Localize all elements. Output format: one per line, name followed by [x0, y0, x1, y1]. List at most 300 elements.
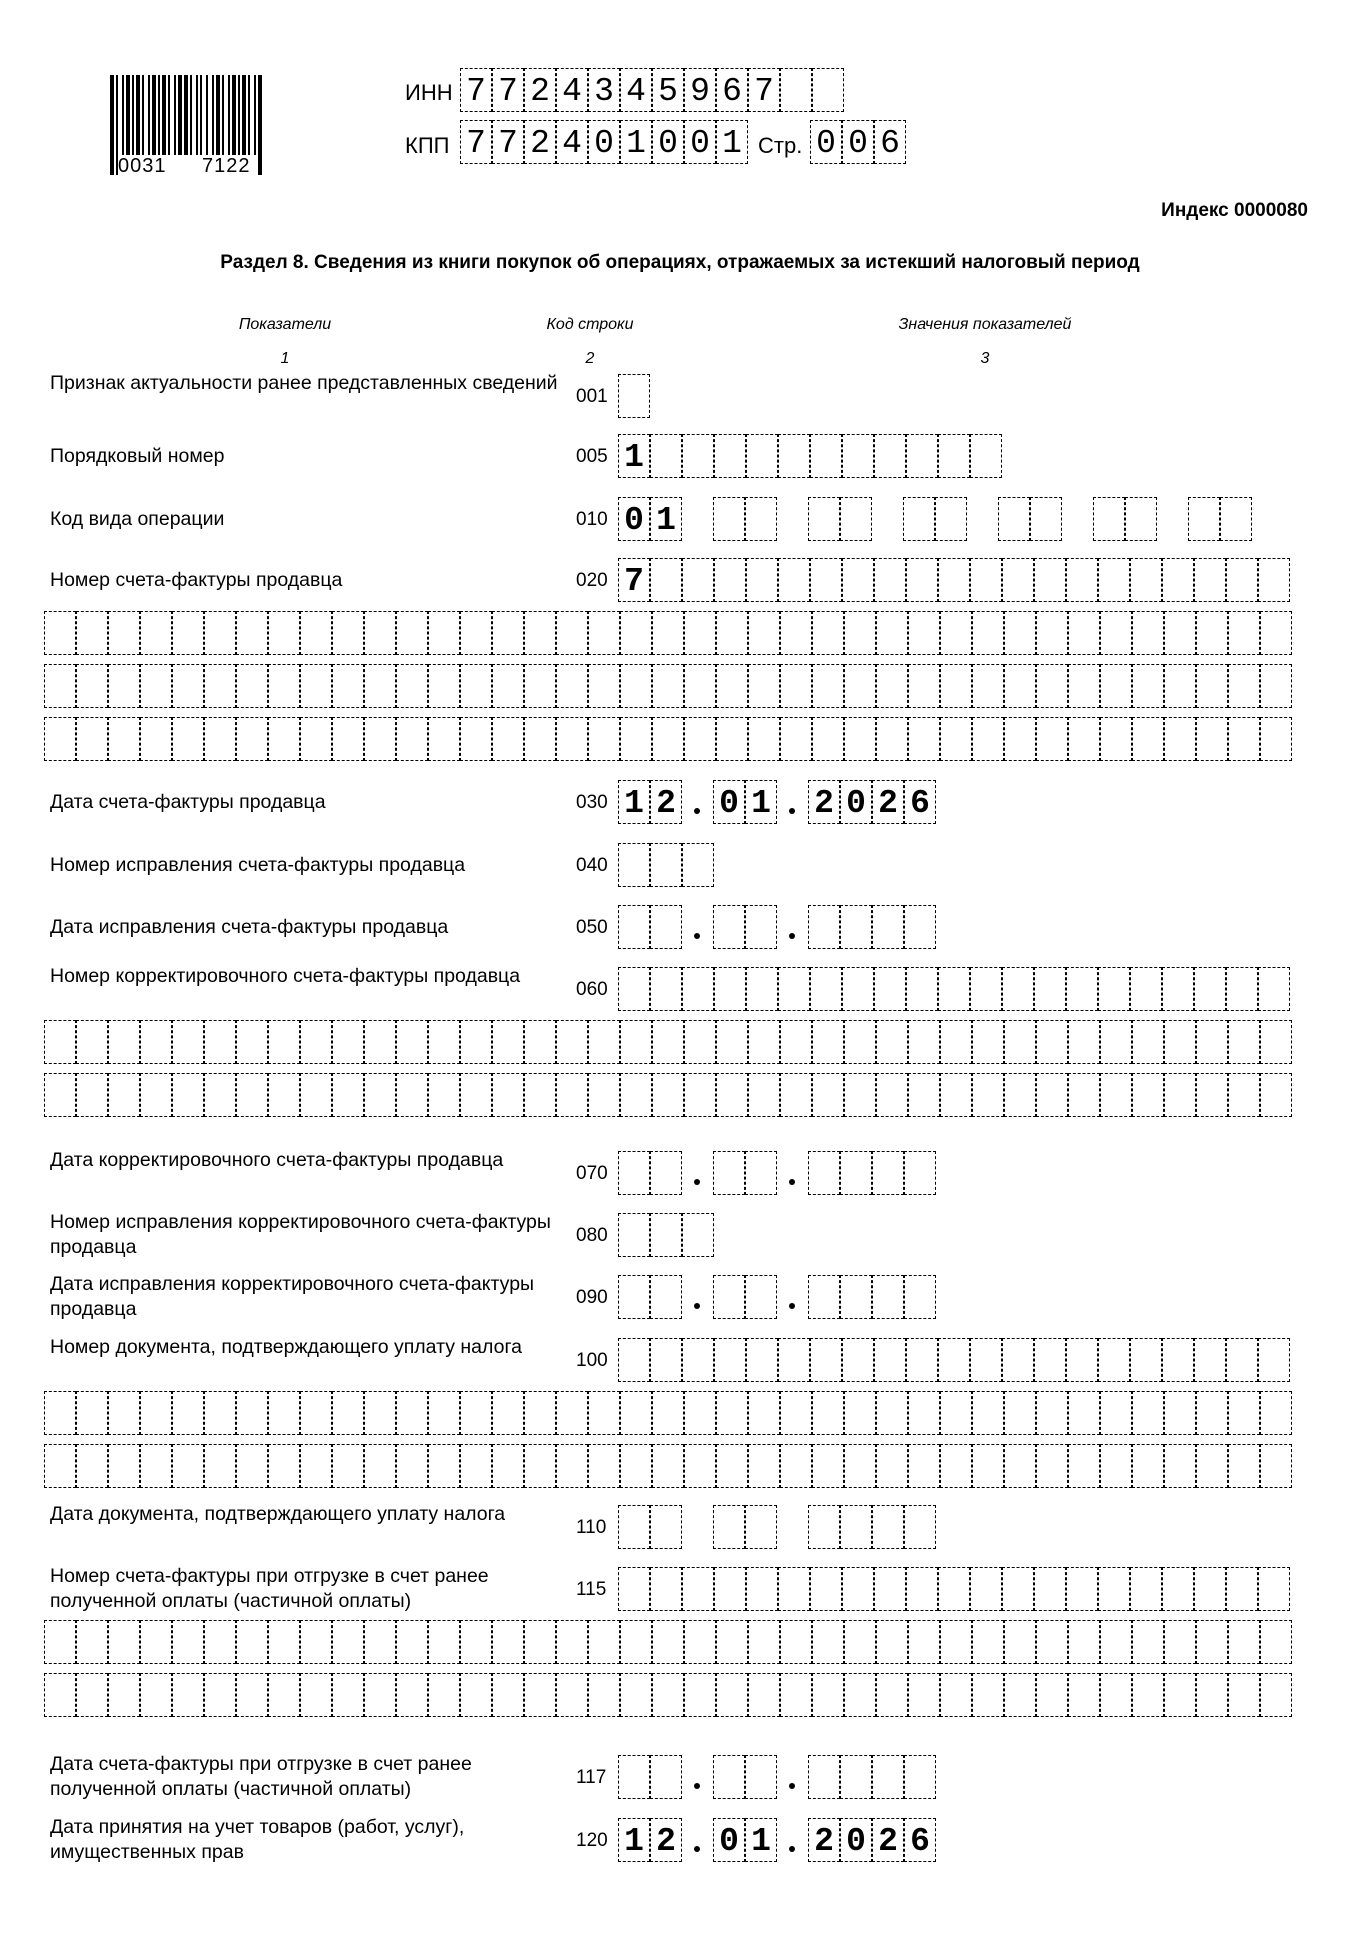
- date-year-cell[interactable]: [840, 1151, 872, 1195]
- input-cell[interactable]: [812, 1673, 844, 1717]
- input-cell[interactable]: [1034, 1567, 1066, 1611]
- input-cell[interactable]: [1068, 1620, 1100, 1664]
- input-cell[interactable]: [652, 717, 684, 761]
- input-cell[interactable]: [972, 1020, 1004, 1064]
- input-cell[interactable]: [460, 1444, 492, 1488]
- input-cell[interactable]: [778, 967, 810, 1011]
- input-cell[interactable]: [460, 1073, 492, 1117]
- input-cell[interactable]: [1228, 664, 1260, 708]
- input-cell[interactable]: [1004, 1444, 1036, 1488]
- input-cell[interactable]: [684, 717, 716, 761]
- input-cell[interactable]: [172, 717, 204, 761]
- input-cell[interactable]: [940, 717, 972, 761]
- input-cell[interactable]: [524, 1620, 556, 1664]
- input-cell[interactable]: [524, 1020, 556, 1064]
- input-cell[interactable]: [1036, 1444, 1068, 1488]
- input-cell[interactable]: [300, 1391, 332, 1435]
- input-cell[interactable]: [876, 664, 908, 708]
- input-cell[interactable]: [620, 1391, 652, 1435]
- date-month-cell[interactable]: [713, 1755, 745, 1799]
- input-cell[interactable]: [204, 1620, 236, 1664]
- input-cell[interactable]: [972, 1673, 1004, 1717]
- input-cell[interactable]: [780, 1444, 812, 1488]
- input-cell[interactable]: [748, 717, 780, 761]
- input-cell[interactable]: [684, 1020, 716, 1064]
- input-cell[interactable]: [44, 1444, 76, 1488]
- opcode-cell[interactable]: [1188, 497, 1220, 541]
- input-cell[interactable]: [684, 664, 716, 708]
- input-cell[interactable]: [748, 1444, 780, 1488]
- input-cell[interactable]: [780, 1020, 812, 1064]
- input-cell[interactable]: [746, 1567, 778, 1611]
- input-cell[interactable]: [1258, 1567, 1290, 1611]
- date-month-cell[interactable]: [745, 905, 777, 949]
- date-year-cell[interactable]: [904, 1275, 936, 1319]
- input-cell[interactable]: [748, 1673, 780, 1717]
- input-cell[interactable]: [684, 611, 716, 655]
- input-cell[interactable]: [1162, 1567, 1194, 1611]
- input-cell[interactable]: [842, 1338, 874, 1382]
- input-cell[interactable]: [1100, 611, 1132, 655]
- input-cell[interactable]: [652, 1673, 684, 1717]
- input-cell[interactable]: [714, 1567, 746, 1611]
- input-cell[interactable]: [1068, 1673, 1100, 1717]
- input-cell[interactable]: [618, 1213, 650, 1257]
- input-cell[interactable]: [300, 611, 332, 655]
- input-cell[interactable]: [812, 664, 844, 708]
- input-cell[interactable]: [844, 1620, 876, 1664]
- input-cell[interactable]: [268, 1391, 300, 1435]
- input-cell[interactable]: [1260, 664, 1292, 708]
- input-cell[interactable]: [906, 967, 938, 1011]
- input-cell[interactable]: [1004, 1073, 1036, 1117]
- input-cell[interactable]: [1066, 558, 1098, 602]
- input-cell[interactable]: [874, 1338, 906, 1382]
- input-cell[interactable]: [780, 1073, 812, 1117]
- input-cell[interactable]: [970, 434, 1002, 478]
- input-cell[interactable]: [1260, 1073, 1292, 1117]
- input-cell[interactable]: [1002, 1567, 1034, 1611]
- input-cell[interactable]: [460, 1020, 492, 1064]
- input-cell[interactable]: [76, 1391, 108, 1435]
- input-cell[interactable]: [1034, 558, 1066, 602]
- input-cell[interactable]: [1258, 967, 1290, 1011]
- inn-cell[interactable]: [812, 68, 844, 112]
- input-cell[interactable]: [1100, 664, 1132, 708]
- input-cell[interactable]: [1260, 611, 1292, 655]
- input-cell[interactable]: [1260, 717, 1292, 761]
- input-cell[interactable]: [44, 1391, 76, 1435]
- opcode-cell[interactable]: [1125, 497, 1157, 541]
- input-cell[interactable]: [874, 967, 906, 1011]
- input-cell[interactable]: [140, 1391, 172, 1435]
- input-cell[interactable]: [842, 434, 874, 478]
- input-cell[interactable]: [876, 1391, 908, 1435]
- input-cell[interactable]: [908, 1620, 940, 1664]
- input-cell[interactable]: [618, 1338, 650, 1382]
- input-cell[interactable]: [876, 1073, 908, 1117]
- input-cell[interactable]: [1098, 1338, 1130, 1382]
- input-cell[interactable]: [1260, 1444, 1292, 1488]
- date-month-cell[interactable]: [713, 1505, 745, 1549]
- input-cell[interactable]: [1164, 1620, 1196, 1664]
- input-cell[interactable]: [268, 1020, 300, 1064]
- input-cell[interactable]: [556, 1020, 588, 1064]
- input-cell[interactable]: [1226, 1567, 1258, 1611]
- input-cell[interactable]: [1258, 1338, 1290, 1382]
- input-cell[interactable]: [1068, 664, 1100, 708]
- input-cell[interactable]: [748, 1620, 780, 1664]
- input-cell[interactable]: [1260, 1620, 1292, 1664]
- input-cell[interactable]: [1036, 664, 1068, 708]
- opcode-cell[interactable]: [1220, 497, 1252, 541]
- input-cell[interactable]: [908, 1020, 940, 1064]
- date-month-cell[interactable]: [713, 1151, 745, 1195]
- input-cell[interactable]: [1228, 1073, 1260, 1117]
- input-cell[interactable]: [76, 1020, 108, 1064]
- input-cell[interactable]: [108, 1620, 140, 1664]
- input-cell[interactable]: [492, 1620, 524, 1664]
- date-month-cell[interactable]: [713, 905, 745, 949]
- input-cell[interactable]: [588, 1391, 620, 1435]
- input-cell[interactable]: [972, 1444, 1004, 1488]
- input-cell[interactable]: [1196, 664, 1228, 708]
- input-cell[interactable]: [428, 664, 460, 708]
- input-cell[interactable]: [44, 664, 76, 708]
- input-cell[interactable]: [1164, 1391, 1196, 1435]
- input-cell[interactable]: [844, 1020, 876, 1064]
- input-cell[interactable]: [460, 664, 492, 708]
- input-cell[interactable]: [780, 1620, 812, 1664]
- opcode-cell[interactable]: [998, 497, 1030, 541]
- input-cell[interactable]: [460, 611, 492, 655]
- input-cell[interactable]: [906, 1567, 938, 1611]
- input-cell[interactable]: [1098, 1567, 1130, 1611]
- input-cell[interactable]: [780, 1391, 812, 1435]
- input-cell[interactable]: [1260, 1673, 1292, 1717]
- input-cell[interactable]: [1002, 1338, 1034, 1382]
- input-cell[interactable]: [650, 843, 682, 887]
- input-cell[interactable]: [204, 1673, 236, 1717]
- input-cell[interactable]: [620, 611, 652, 655]
- input-cell[interactable]: [396, 1444, 428, 1488]
- input-cell[interactable]: [76, 1073, 108, 1117]
- inn-field[interactable]: [460, 68, 845, 112]
- input-cell[interactable]: [460, 1391, 492, 1435]
- input-cell[interactable]: [44, 1020, 76, 1064]
- input-cell[interactable]: [746, 434, 778, 478]
- opcode-cell[interactable]: [1093, 497, 1125, 541]
- input-cell[interactable]: [1036, 1620, 1068, 1664]
- input-cell[interactable]: [906, 558, 938, 602]
- input-cell[interactable]: [108, 1020, 140, 1064]
- input-cell[interactable]: [1196, 611, 1228, 655]
- input-cell[interactable]: [108, 1673, 140, 1717]
- input-cell[interactable]: [876, 1673, 908, 1717]
- input-cell[interactable]: [364, 1673, 396, 1717]
- input-cell[interactable]: [492, 664, 524, 708]
- input-cell[interactable]: [268, 611, 300, 655]
- input-cell[interactable]: [652, 1620, 684, 1664]
- input-cell[interactable]: [1164, 1073, 1196, 1117]
- input-cell[interactable]: [460, 717, 492, 761]
- input-cell[interactable]: [140, 717, 172, 761]
- input-cell[interactable]: [460, 1673, 492, 1717]
- input-cell[interactable]: [588, 1620, 620, 1664]
- input-cell[interactable]: [364, 1620, 396, 1664]
- input-cell[interactable]: [842, 558, 874, 602]
- input-cell[interactable]: [652, 611, 684, 655]
- input-cell[interactable]: [140, 1620, 172, 1664]
- input-cell[interactable]: [1132, 717, 1164, 761]
- input-cell[interactable]: [140, 1020, 172, 1064]
- input-cell[interactable]: [268, 1073, 300, 1117]
- input-cell[interactable]: [1130, 967, 1162, 1011]
- input-cell[interactable]: [1196, 1444, 1228, 1488]
- input-cell[interactable]: [1068, 1073, 1100, 1117]
- input-cell[interactable]: [44, 1673, 76, 1717]
- input-cell[interactable]: [810, 1338, 842, 1382]
- input-cell[interactable]: [844, 611, 876, 655]
- input-cell[interactable]: [332, 1620, 364, 1664]
- input-cell[interactable]: [970, 558, 1002, 602]
- input-cell[interactable]: [1130, 558, 1162, 602]
- input-cell[interactable]: [876, 1620, 908, 1664]
- input-cell[interactable]: [428, 717, 460, 761]
- date-day-cell[interactable]: [618, 1151, 650, 1195]
- input-cell[interactable]: [780, 664, 812, 708]
- input-cell[interactable]: [842, 1567, 874, 1611]
- date-year-cell[interactable]: [840, 1275, 872, 1319]
- input-cell[interactable]: [940, 1020, 972, 1064]
- date-month-cell[interactable]: [745, 1755, 777, 1799]
- input-cell[interactable]: [684, 1073, 716, 1117]
- input-cell[interactable]: [556, 1620, 588, 1664]
- date-year-cell[interactable]: [808, 1505, 840, 1549]
- date-day-cell[interactable]: [618, 1755, 650, 1799]
- input-cell[interactable]: [396, 1073, 428, 1117]
- input-cell[interactable]: [428, 1620, 460, 1664]
- input-cell[interactable]: [236, 664, 268, 708]
- input-cell[interactable]: [1258, 558, 1290, 602]
- input-cell[interactable]: [556, 1444, 588, 1488]
- input-cell[interactable]: [556, 611, 588, 655]
- input-cell[interactable]: [940, 611, 972, 655]
- date-year-cell[interactable]: [840, 1505, 872, 1549]
- input-cell[interactable]: [428, 611, 460, 655]
- input-cell[interactable]: [618, 967, 650, 1011]
- input-cell[interactable]: [908, 664, 940, 708]
- input-cell[interactable]: [236, 1073, 268, 1117]
- input-cell[interactable]: [1002, 558, 1034, 602]
- input-cell[interactable]: [1068, 1391, 1100, 1435]
- input-cell[interactable]: [1132, 1620, 1164, 1664]
- input-cell[interactable]: [748, 611, 780, 655]
- date-year-cell[interactable]: [808, 1275, 840, 1319]
- input-cell[interactable]: [172, 1020, 204, 1064]
- date-month-cell[interactable]: [745, 1151, 777, 1195]
- input-cell[interactable]: [652, 1444, 684, 1488]
- input-cell[interactable]: [650, 1213, 682, 1257]
- input-cell[interactable]: [1226, 558, 1258, 602]
- input-cell[interactable]: [1036, 1073, 1068, 1117]
- input-cell[interactable]: [1194, 558, 1226, 602]
- input-cell[interactable]: [778, 558, 810, 602]
- input-cell[interactable]: [428, 1444, 460, 1488]
- input-cell[interactable]: [972, 611, 1004, 655]
- input-cell[interactable]: [682, 434, 714, 478]
- input-cell[interactable]: [716, 1020, 748, 1064]
- input-cell[interactable]: [778, 1567, 810, 1611]
- input-cell[interactable]: [844, 664, 876, 708]
- input-cell[interactable]: [1132, 1020, 1164, 1064]
- input-cell[interactable]: [1132, 1391, 1164, 1435]
- input-cell[interactable]: [44, 717, 76, 761]
- input-cell[interactable]: [1164, 1444, 1196, 1488]
- input-cell[interactable]: [716, 611, 748, 655]
- date-day-cell[interactable]: [650, 1151, 682, 1195]
- input-cell[interactable]: [108, 1444, 140, 1488]
- input-cell[interactable]: [1132, 1444, 1164, 1488]
- input-cell[interactable]: [172, 611, 204, 655]
- input-cell[interactable]: [812, 1073, 844, 1117]
- input-cell[interactable]: [874, 558, 906, 602]
- input-cell[interactable]: [1228, 1620, 1260, 1664]
- input-cell[interactable]: [1194, 1567, 1226, 1611]
- input-cell[interactable]: [810, 558, 842, 602]
- input-cell[interactable]: [1068, 1444, 1100, 1488]
- input-cell[interactable]: [1068, 1020, 1100, 1064]
- input-cell[interactable]: [716, 1673, 748, 1717]
- input-cell[interactable]: [938, 558, 970, 602]
- input-cell[interactable]: [236, 1391, 268, 1435]
- date-year-cell[interactable]: [872, 1275, 904, 1319]
- date-day-cell[interactable]: [650, 905, 682, 949]
- input-cell[interactable]: [746, 558, 778, 602]
- input-cell[interactable]: [1004, 664, 1036, 708]
- input-cell[interactable]: [1164, 1020, 1196, 1064]
- input-cell[interactable]: [204, 1020, 236, 1064]
- input-cell[interactable]: [876, 1444, 908, 1488]
- input-cell[interactable]: [1196, 717, 1228, 761]
- input-cell[interactable]: [556, 717, 588, 761]
- date-year-cell[interactable]: [808, 1151, 840, 1195]
- input-cell[interactable]: [682, 967, 714, 1011]
- input-cell[interactable]: [1036, 1020, 1068, 1064]
- input-cell[interactable]: [556, 1673, 588, 1717]
- date-month-cell[interactable]: [745, 1275, 777, 1319]
- input-cell[interactable]: [1036, 717, 1068, 761]
- input-cell[interactable]: [778, 1338, 810, 1382]
- input-cell[interactable]: [746, 1338, 778, 1382]
- input-cell[interactable]: [236, 1673, 268, 1717]
- input-cell[interactable]: [1260, 1020, 1292, 1064]
- input-cell[interactable]: [972, 1073, 1004, 1117]
- date-day-cell[interactable]: [650, 1755, 682, 1799]
- input-cell[interactable]: [428, 1673, 460, 1717]
- input-cell[interactable]: [172, 1444, 204, 1488]
- input-cell[interactable]: [236, 1620, 268, 1664]
- input-cell[interactable]: [236, 611, 268, 655]
- input-cell[interactable]: [332, 611, 364, 655]
- input-cell[interactable]: [842, 967, 874, 1011]
- input-cell[interactable]: [300, 1444, 332, 1488]
- date-year-cell[interactable]: [904, 1151, 936, 1195]
- input-cell[interactable]: [300, 1673, 332, 1717]
- input-cell[interactable]: [812, 1020, 844, 1064]
- input-cell[interactable]: [428, 1073, 460, 1117]
- input-cell[interactable]: [938, 967, 970, 1011]
- input-cell[interactable]: [76, 717, 108, 761]
- input-cell[interactable]: [204, 1444, 236, 1488]
- input-cell[interactable]: [1228, 717, 1260, 761]
- input-cell[interactable]: [300, 664, 332, 708]
- input-cell[interactable]: [300, 1020, 332, 1064]
- input-cell[interactable]: [588, 1073, 620, 1117]
- input-cell[interactable]: [714, 434, 746, 478]
- date-year-cell[interactable]: [808, 1755, 840, 1799]
- input-cell[interactable]: [1004, 1020, 1036, 1064]
- date-month-cell[interactable]: [713, 1275, 745, 1319]
- input-cell[interactable]: [652, 664, 684, 708]
- input-cell[interactable]: [108, 664, 140, 708]
- input-cell[interactable]: [332, 664, 364, 708]
- input-cell[interactable]: [300, 1620, 332, 1664]
- input-cell[interactable]: [1004, 1673, 1036, 1717]
- input-cell[interactable]: [650, 434, 682, 478]
- input-cell[interactable]: [1004, 717, 1036, 761]
- input-cell[interactable]: [588, 611, 620, 655]
- input-cell[interactable]: [940, 1391, 972, 1435]
- input-cell[interactable]: [876, 717, 908, 761]
- input-cell[interactable]: [172, 1073, 204, 1117]
- input-cell[interactable]: [428, 1020, 460, 1064]
- input-cell[interactable]: [1228, 1391, 1260, 1435]
- opcode-cell[interactable]: [903, 497, 935, 541]
- input-cell[interactable]: [76, 1620, 108, 1664]
- input-cell[interactable]: [140, 664, 172, 708]
- inn-cell[interactable]: [780, 68, 812, 112]
- input-cell[interactable]: [780, 1673, 812, 1717]
- opcode-cell[interactable]: [1030, 497, 1062, 541]
- input-cell[interactable]: [300, 1073, 332, 1117]
- date-year-cell[interactable]: [904, 1755, 936, 1799]
- input-cell[interactable]: [908, 1444, 940, 1488]
- input-cell[interactable]: [1132, 1673, 1164, 1717]
- input-cell[interactable]: [620, 1620, 652, 1664]
- input-cell[interactable]: [428, 1391, 460, 1435]
- input-cell[interactable]: [492, 1673, 524, 1717]
- input-cell[interactable]: [940, 1073, 972, 1117]
- input-cell[interactable]: [140, 611, 172, 655]
- opcode-cell[interactable]: [808, 497, 840, 541]
- input-cell[interactable]: [1196, 1020, 1228, 1064]
- input-cell[interactable]: [1002, 967, 1034, 1011]
- input-cell[interactable]: [1228, 1020, 1260, 1064]
- input-cell[interactable]: [780, 611, 812, 655]
- input-cell[interactable]: [620, 1073, 652, 1117]
- input-cell[interactable]: [874, 1567, 906, 1611]
- input-cell[interactable]: [1066, 1567, 1098, 1611]
- input-cell[interactable]: [1100, 1391, 1132, 1435]
- input-cell[interactable]: [810, 434, 842, 478]
- input-cell[interactable]: [108, 717, 140, 761]
- input-cell[interactable]: [1196, 1073, 1228, 1117]
- input-cell[interactable]: [108, 1391, 140, 1435]
- input-cell[interactable]: [906, 1338, 938, 1382]
- date-year-cell[interactable]: [840, 905, 872, 949]
- input-cell[interactable]: [236, 1020, 268, 1064]
